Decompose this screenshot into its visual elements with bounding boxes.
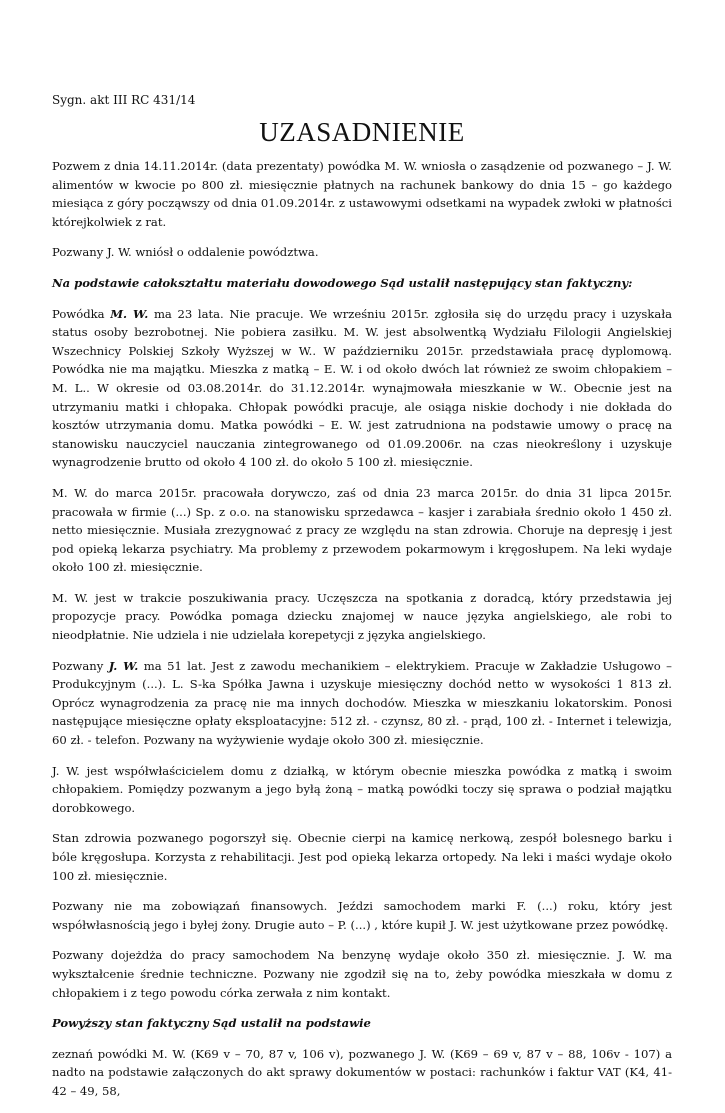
paragraph-plaintiff-situation bbox=[52, 305, 672, 472]
text-rest: ma 23 lata. Nie pracuje. We wrześniu 2015r. zgłosiła się do urzędu pracy i uzyskała status osoby bezrobotnej. Nie pobiera zasiłku. M. W. jest absolwentką Wydziału Filologii Angielskiej Wszechnicy Polskiej Szkoły Wyższej w W.. W październiku 2015r. przedstawiała pracę dyplomową. Powódka nie ma majątku. Mieszka z matką – E. W. i od około dwóch lat również ze swoim chłopakiem – M. L.. W okresie od 03.08.2014r. do 31.12.2014r. wynajmowała mieszkanie w W.. Obecnie jest na utrzymaniu matki i chłopaka. Chłopak powódki pracuje, ale osiąga niskie dochody i nie dokłada do kosztów utrzymania domu. Matka powódki – E. W. jest zatrudniona na podstawie umowy o pracę na stanowisku nauczyciel nauczania zintegrowanego od 01.09.2006r. na czas nieokreślony i uzyskuje wynagrodzenie brutto od około 4 100 zł. do około 5 100 zł. miesięcznie. bbox=[52, 306, 672, 470]
text-rest: ma 51 lat. Jest z zawodu mechanikiem – elektrykiem. Pracuje w Zakładzie Usługowo – Produkcyjnym (...). L. S-ka Spółka Jawna i uzyskuje miesięczny dochód netto w wysokości 1 813 zł. Oprócz wynagrodzenia za pracę nie ma innych dochodów. Mieszka w mieszkaniu lokatorskim. Ponosi następujące miesięczne opłaty eksploatacyjne: 512 zł. - czynsz, 80 zł. - prąd, 100 zł. - Internet i telewizja, 60 zł. - telefon. Pozwany na wyżywienie wydaje około 300 zł. miesięcznie. bbox=[52, 658, 672, 748]
paragraph-plaintiff-employment: M. W. do marca 2015r. pracowała dorywczo, zaś od dnia 23 marca 2015r. do dnia 31 lipca 2015r. pracowała w firmie (...) Sp. z o.o. na stanowisku sprzedawca – kasjer i zarabiała średnio około 1 450 zł. netto miesięcznie. Musiała zrezygnować z pracy ze względu na stan zdrowia. Choruje na depresję i jest pod opieką lekarza psychiatry. Ma problemy z przewodem pokarmowym i kręgosłupem. Na leki wydaje około 100 zł. miesięcznie. bbox=[52, 485, 672, 575]
paragraph-defendant-response: Pozwany J. W. wniósł o oddalenie powództwa. bbox=[52, 245, 319, 260]
section-heading-evidence: Powyższy stan faktyczny Sąd ustalił na podstawie bbox=[52, 1016, 371, 1031]
paragraph-lawsuit: Pozwem z dnia 14.11.2014r. (data prezentaty) powódka M. W. wniosła o zasądzenie od pozwanego – J. W. alimentów w kwocie po 800 zł. miesięcznie płatnych na rachunek bankowy do dnia 15 – go każdego miesiąca z góry począwszy od dnia 01.09.2014r. z ustawowymi odsetkami na wypadek zwłoki w płatności którejkolwiek z rat. bbox=[52, 159, 672, 229]
defendant-name: J. W. bbox=[108, 658, 139, 673]
paragraph-defendant-situation bbox=[52, 657, 672, 750]
document-title: UZASADNIENIE bbox=[259, 117, 465, 147]
paragraph-defendant-commute: Pozwany dojeżdża do pracy samochodem Na benzynę wydaje około 350 zł. miesięcznie. J. W. ma wykształcenie średnie techniczne. Pozwany nie zgodził się na to, żeby powódka mieszkała w domu z chłopakiem i z tego powodu córka zerwała z nim kontakt. bbox=[52, 948, 672, 1000]
text-prefix: Pozwany bbox=[52, 658, 109, 673]
paragraph-evidence: zeznań powódki M. W. (K69 v – 70, 87 v, 106 v), pozwanego J. W. (K69 – 69 v, 87 v – 88, 106v - 107) a nadto na podstawie załączonych do akt sprawy dokumentów w postaci: rachunków i faktur VAT (K4, 41- 42 – 49, 58, bbox=[52, 1046, 672, 1098]
paragraph-plaintiff-job-search: M. W. jest w trakcie poszukiwania pracy. Uczęszcza na spotkania z doradcą, który przedstawia jej propozycje pracy. Powódka pomaga dziecku znajomej w nauce języka angielskiego, ale robi to nieodpłatnie. Nie udziela i nie udzielała korepetycji z języka angielskiego. bbox=[52, 590, 672, 643]
plaintiff-name: M. W. bbox=[110, 306, 149, 321]
paragraph-defendant-vehicles: Pozwany nie ma zobowiązań finansowych. Jeździ samochodem marki F. (...) roku, który jest współwłasnością jego i byłej żony. Drugie auto – P. (...) , które kupił J. W. jest użytkowane przez powódkę. bbox=[52, 899, 672, 932]
case-signature: Sygn. akt III RC 431/14 bbox=[52, 93, 196, 107]
section-heading-facts: Na podstawie całokształtu materiału dowodowego Sąd ustalił następujący stan faktyczny: bbox=[52, 275, 633, 290]
paragraph-defendant-property: J. W. jest współwłaścicielem domu z działką, w którym obecnie mieszka powódka z matką i swoim chłopakiem. Pomiędzy pozwanym a jego byłą żoną – matką powódki toczy się sprawa o podział majątku dorobkowego. bbox=[52, 763, 672, 815]
text-prefix: Powódka bbox=[52, 306, 111, 321]
document-page bbox=[52, 92, 672, 1113]
paragraph-defendant-health: Stan zdrowia pozwanego pogorszył się. Obecnie cierpi na kamicę nerkową, zespół bolesnego barku i bóle kręgosłupa. Korzysta z rehabilitacji. Jest pod opieką lekarza ortopedy. Na leki i maści wydaje około 100 zł. miesięcznie. bbox=[52, 831, 672, 883]
